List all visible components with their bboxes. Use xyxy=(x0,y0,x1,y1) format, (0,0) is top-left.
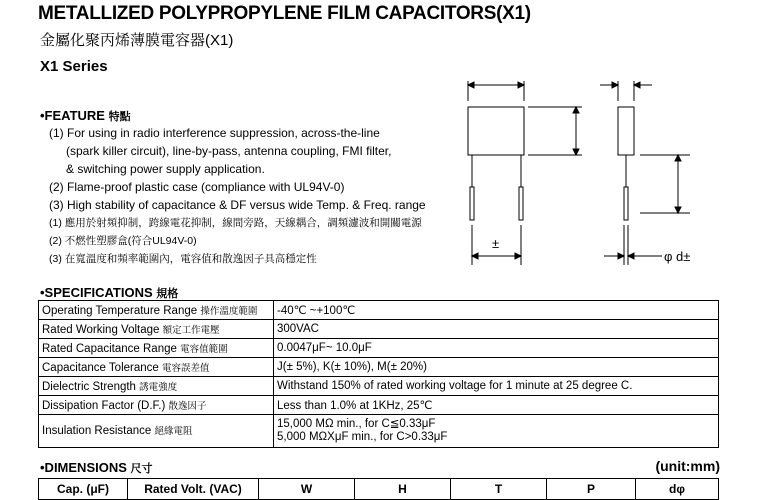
spec-value: 15,000 MΩ min., for C≦0.33μF 5,000 MΩXμF min., for C>0.33μF xyxy=(274,415,719,448)
column-header: H xyxy=(355,479,451,500)
spec-value: Less than 1.0% at 1KHz, 25℃ xyxy=(274,396,719,415)
spec-value: 0.0047μF~ 10.0μF xyxy=(274,339,719,358)
column-header: dφ xyxy=(636,479,719,500)
feature-item-cn: (3) 在寬溫度和頻率範圍內，電容值和散逸因子具高穩定性 xyxy=(49,253,317,265)
feature-heading-label: •FEATURE xyxy=(40,108,105,123)
feature-item: (2) Flame-proof plastic case (compliance with UL94V-0) xyxy=(49,180,345,194)
feature-item-cn: (1) 應用於射頻抑制，跨線電花抑制，線間旁路，天線耦合，調頻濾波和開關電源 xyxy=(49,217,422,229)
feature-item: (spark killer circuit), line-by-pass, antenna coupling, FMI filter, xyxy=(66,144,392,158)
feature-item-cn: (2) 不燃性塑膠盒(符合UL94V-0) xyxy=(49,235,197,247)
spec-value: 300VAC xyxy=(274,320,719,339)
lead-diameter-label: φ d± xyxy=(664,249,691,264)
spec-label: Operating Temperature Range 操作溫度範圍 xyxy=(39,301,274,320)
page-title-chinese: 金屬化聚丙烯薄膜電容器(X1) xyxy=(40,32,234,49)
capacitor-body-side xyxy=(618,107,634,155)
spec-label: Rated Capacitance Range 電容值範圍 xyxy=(39,339,274,358)
lead-front-right xyxy=(519,187,523,220)
spec-label: Rated Working Voltage 額定工作電壓 xyxy=(39,320,274,339)
column-header: T xyxy=(451,479,547,500)
table-row xyxy=(39,415,719,448)
capacitor-body-front xyxy=(468,107,524,155)
column-header: Rated Volt. (VAC) xyxy=(128,479,259,500)
capacitor-dimension-drawing xyxy=(440,75,730,275)
specifications-heading xyxy=(40,285,178,301)
table-row xyxy=(39,377,719,396)
feature-heading xyxy=(40,108,131,124)
unit-label: (unit:mm) xyxy=(655,458,720,474)
spec-value: J(± 5%), K(± 10%), M(± 20%) xyxy=(274,358,719,377)
dimensions-heading-cn: 尺寸 xyxy=(130,463,153,475)
lead-front-left xyxy=(470,187,474,220)
table-row xyxy=(39,358,719,377)
spec-label: Capacitance Tolerance 電容誤差值 xyxy=(39,358,274,377)
pitch-tolerance-label: ± xyxy=(492,236,500,251)
column-header: Cap. (μF) xyxy=(39,479,128,500)
feature-item: (1) For using in radio interference suppression, across-the-line xyxy=(49,126,380,140)
spec-label: Insulation Resistance 絕緣電阻 xyxy=(39,415,274,448)
column-header: W xyxy=(259,479,355,500)
specifications-heading-label: •SPECIFICATIONS xyxy=(40,285,153,300)
spec-value: Withstand 150% of rated working voltage for 1 minute at 25 degree C. xyxy=(274,377,719,396)
feature-item: & switching power supply application. xyxy=(66,162,265,176)
lead-side xyxy=(624,187,628,220)
dimensions-heading-label: •DIMENSIONS xyxy=(40,460,127,475)
table-row xyxy=(39,396,719,415)
table-row xyxy=(39,301,719,320)
specifications-heading-cn: 規格 xyxy=(156,288,179,300)
spec-value: -40℃ ~+100℃ xyxy=(274,301,719,320)
spec-label: Dielectric Strength 誘電強度 xyxy=(39,377,274,396)
dimensions-table xyxy=(38,478,719,500)
table-row xyxy=(39,339,719,358)
dimensions-heading xyxy=(40,460,153,476)
table-header-row xyxy=(39,479,719,500)
specifications-table xyxy=(38,300,719,448)
spec-label: Dissipation Factor (D.F.) 散逸因子 xyxy=(39,396,274,415)
feature-item: (3) High stability of capacitance & DF versus wide Temp. & Freq. range xyxy=(49,198,426,212)
page-title: METALLIZED POLYPROPYLENE FILM CAPACITORS(X1) xyxy=(38,3,531,24)
series-name: X1 Series xyxy=(40,58,108,75)
feature-heading-cn: 特點 xyxy=(108,111,131,123)
column-header: P xyxy=(547,479,636,500)
table-row xyxy=(39,320,719,339)
